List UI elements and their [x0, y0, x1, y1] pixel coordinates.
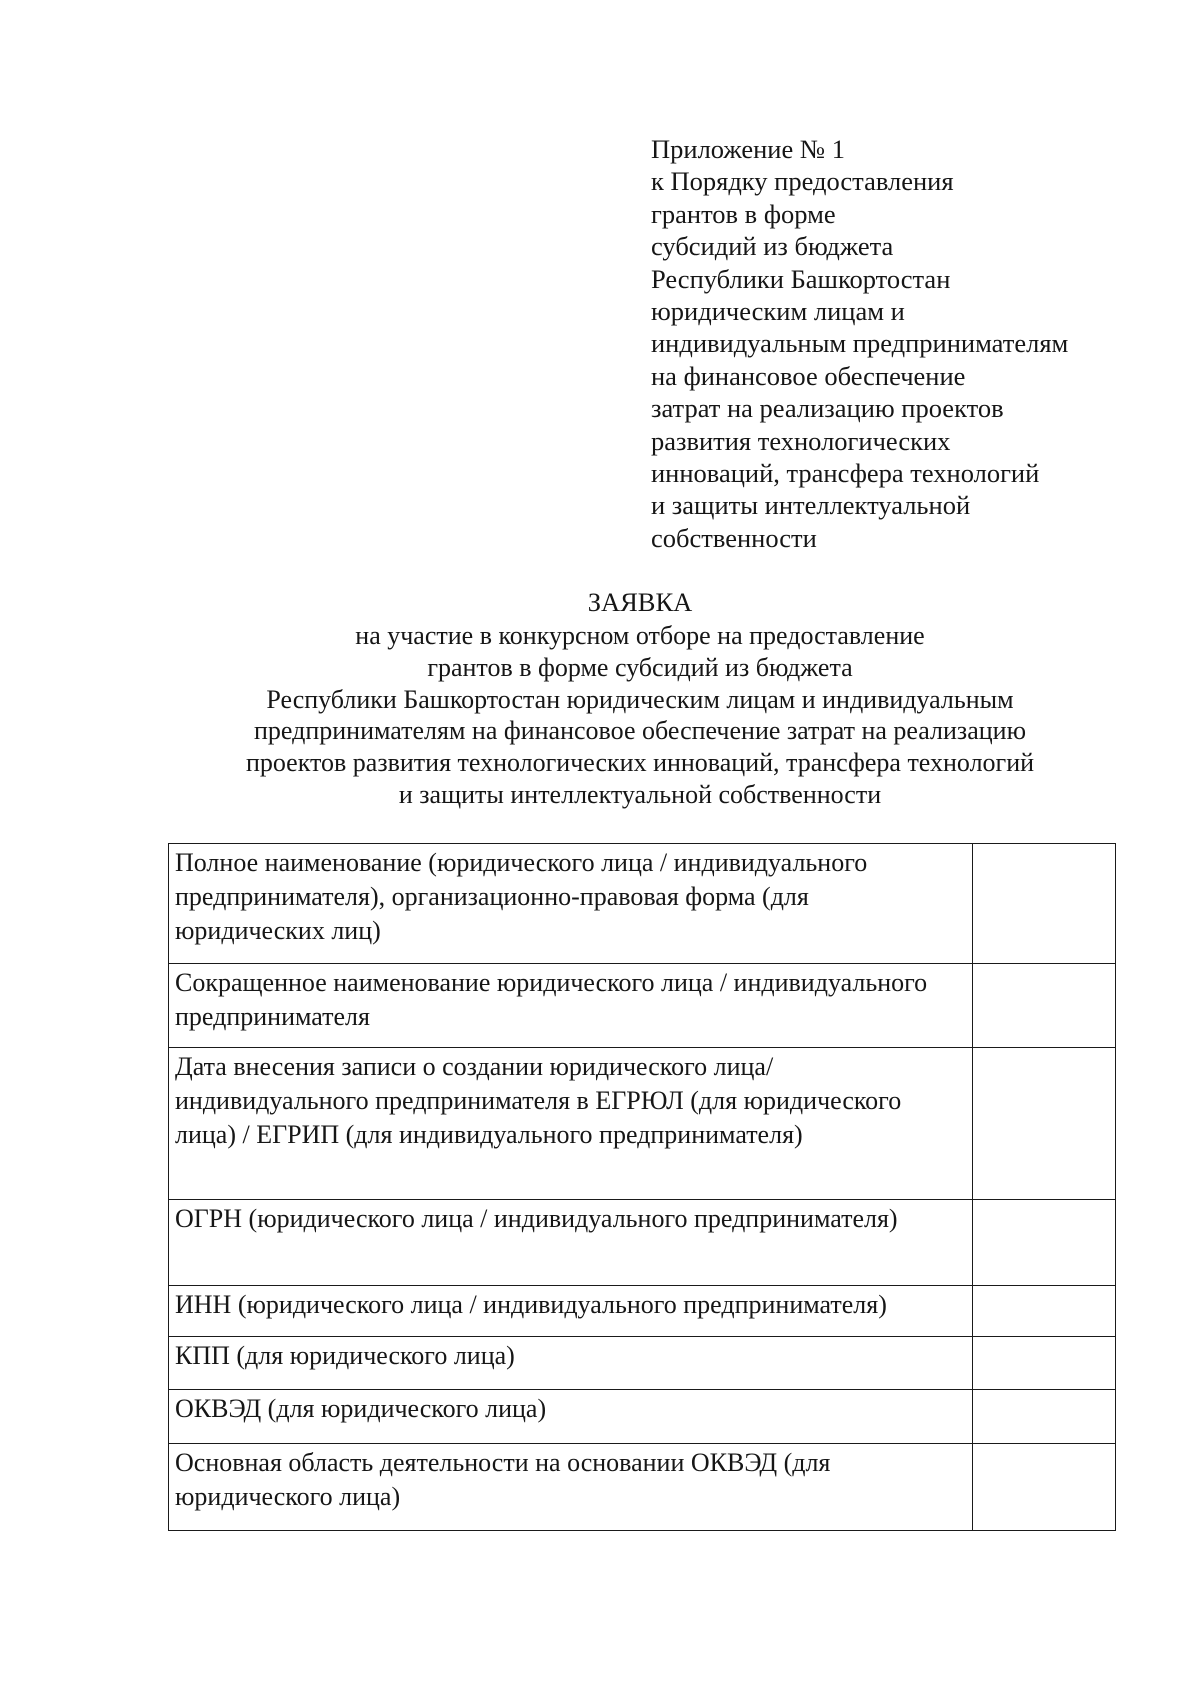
table-row	[169, 964, 1116, 1048]
short-name-field[interactable]	[973, 964, 1116, 1048]
ogrn-label: ОГРН (юридического лица / индивидуального предпринимателя)	[169, 1200, 973, 1286]
appendix-line: субсидий из бюджета	[651, 231, 894, 262]
appendix-line: грантов в форме	[651, 198, 836, 229]
ogrn-value[interactable]	[973, 1200, 1115, 1240]
table-row	[169, 1444, 1116, 1531]
okved-label: ОКВЭД (для юридического лица)	[169, 1390, 973, 1444]
ogrn-field[interactable]	[973, 1200, 1116, 1286]
application-title: ЗАЯВКА	[587, 587, 693, 617]
activity-area-label: Основная область деятельности на основании ОКВЭД (для юридического лица)	[169, 1444, 973, 1531]
appendix-line: развития технологических	[651, 425, 951, 456]
appendix-line: инноваций, трансфера технологий	[651, 458, 1040, 489]
subtitle-line: Республики Башкортостан юридическим лицам и индивидуальным	[266, 684, 1014, 714]
subtitle-line: на участие в конкурсном отборе на предоставление	[355, 621, 925, 650]
okved-value[interactable]	[973, 1390, 1115, 1430]
table-row	[169, 1048, 1116, 1200]
inn-label: ИНН (юридического лица / индивидуального предпринимателя)	[169, 1286, 973, 1337]
registration-date-field[interactable]	[973, 1048, 1116, 1200]
appendix-line: индивидуальным предпринимателям	[651, 328, 1069, 359]
inn-field[interactable]	[973, 1286, 1116, 1337]
table-row	[169, 1286, 1116, 1337]
registration-date-value[interactable]	[973, 1048, 1115, 1088]
table-row	[169, 1337, 1116, 1390]
appendix-line: на финансовое обеспечение	[651, 360, 966, 391]
activity-area-field[interactable]	[973, 1444, 1116, 1531]
full-name-field[interactable]	[973, 844, 1116, 964]
subtitle-line: грантов в форме субсидий из бюджета	[427, 652, 853, 682]
activity-area-value[interactable]	[973, 1444, 1115, 1484]
appendix-line: к Порядку предоставления	[651, 166, 954, 197]
appendix-line: Республики Башкортостан	[651, 263, 951, 294]
kpp-field[interactable]	[973, 1337, 1116, 1390]
appendix-line: собственности	[651, 522, 817, 553]
subtitle-line: и защиты интеллектуальной собственности	[398, 779, 882, 809]
kpp-value[interactable]	[973, 1337, 1115, 1377]
table-row	[169, 844, 1116, 964]
appendix-line: затрат на реализацию проектов	[651, 393, 1004, 424]
inn-value[interactable]	[973, 1286, 1115, 1326]
okved-field[interactable]	[973, 1390, 1116, 1444]
appendix-line: юридическим лицам и	[651, 296, 905, 327]
short-name-value[interactable]	[973, 964, 1115, 1004]
short-name-label: Сокращенное наименование юридического лица / индивидуального предпринимателя	[169, 964, 973, 1048]
table-row	[169, 1200, 1116, 1286]
application-form-table	[168, 843, 1116, 1531]
registration-date-label: Дата внесения записи о создании юридического лица/ индивидуального предпринимателя в ЕГРЮЛ (для юридического лица) / ЕГРИП (для индивидуального предпринимателя)	[169, 1048, 973, 1200]
table-row	[169, 1390, 1116, 1444]
full-name-label: Полное наименование (юридического лица / индивидуального предпринимателя), организационно-правовая форма (для юридических лиц)	[169, 844, 973, 964]
application-subtitle	[0, 620, 1200, 811]
appendix-block	[651, 133, 1171, 554]
subtitle-line: проектов развития технологических инноваций, трансфера технологий	[245, 748, 1035, 778]
appendix-line: Приложение № 1	[651, 134, 846, 164]
appendix-line: и защиты интеллектуальной	[651, 490, 971, 521]
subtitle-line: предпринимателям на финансовое обеспечение затрат на реализацию	[254, 716, 1026, 746]
kpp-label: КПП (для юридического лица)	[169, 1337, 973, 1390]
full-name-value[interactable]	[973, 844, 1115, 884]
